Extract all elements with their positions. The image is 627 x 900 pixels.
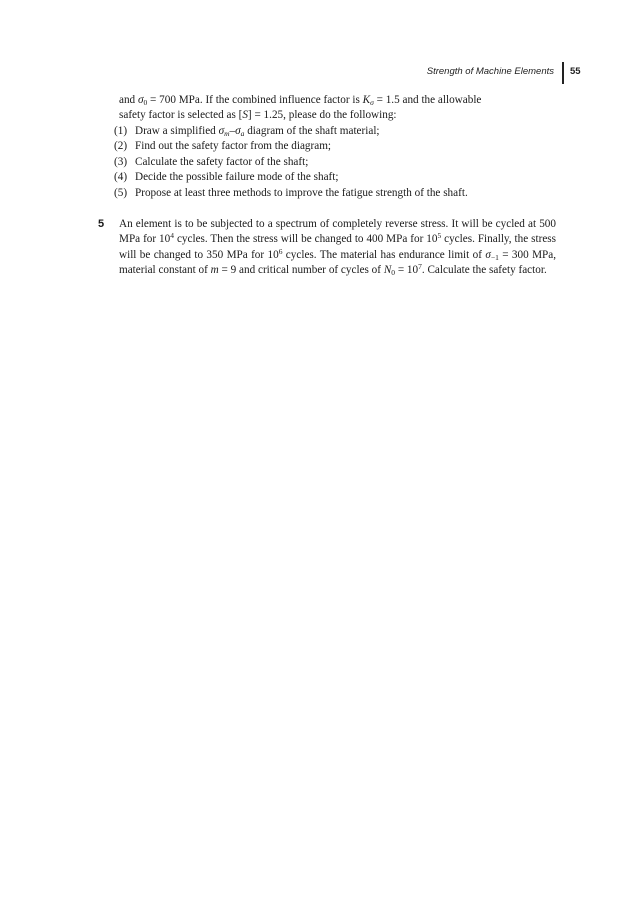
intro-line-2: safety factor is selected as [S] = 1.25, please do the following: [119, 109, 397, 122]
task-list [114, 124, 564, 201]
running-head-divider [562, 62, 564, 84]
list-item: (4) Decide the possible failure mode of the shaft; [114, 171, 339, 184]
intro-paragraph [119, 93, 556, 124]
list-item: (2) Find out the safety factor from the diagram; [114, 140, 332, 153]
list-item: (1) Draw a simplified $\sigma_m-\sigma_a$ diagram of the shaft material; [114, 125, 380, 138]
running-head-title: Strength of Machine Elements [426, 66, 554, 77]
question-5-text: An element is to be subjected to a spectrum of completely reverse stress. It will be cycled at 500 MPa for $10^4$ cycles. Then the stress will be changed to 400 MPa for $10^5$ cycles. Finally, the stress will be changed to 350 MPa for $10^6$ cycles. The material has endurance limit of $\sigma_{-1} = 300$ MPa, material constant of m = 9 and critical number of cycles of $N_0 = 10^7$. Calculate the safety factor. [119, 218, 556, 278]
intro-line-1: and $\sigma_0 = 700$ MPa. If the combined influence factor is $K_\sigma = 1.5$ and the allowable [119, 94, 482, 107]
running-head [0, 64, 627, 82]
list-item: (5) Propose at least three methods to improve the fatigue strength of the shaft. [114, 186, 468, 199]
question-number: 5 [98, 218, 105, 230]
list-item: (3) Calculate the safety factor of the shaft; [114, 155, 309, 168]
page-number: 55 [570, 66, 581, 77]
